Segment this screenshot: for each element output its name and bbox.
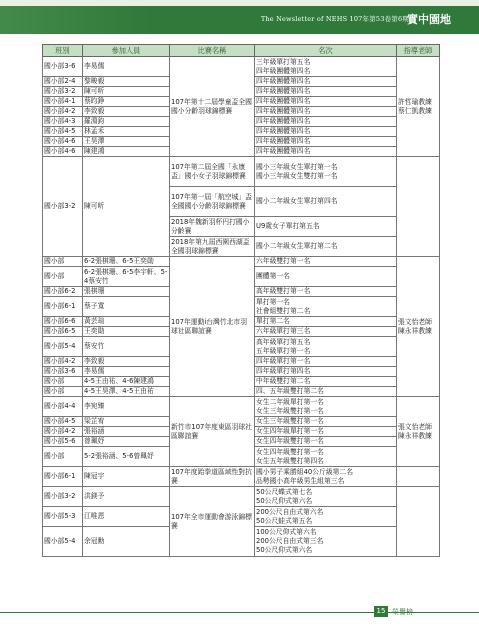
class-cell: 國小部3-6 bbox=[43, 367, 83, 377]
rank-cell: 高年級單打第五名 五年級單打第一名 bbox=[255, 337, 397, 357]
competition-cell: 107年運動i台灣竹北市羽球社區聯誼賽 bbox=[170, 257, 255, 397]
people-cell: 4-5王由祐、4-6陳建鴻 bbox=[83, 377, 170, 387]
rank-cell: 四年級團體第四名 bbox=[255, 77, 397, 87]
rank-cell: 50公尺蝶式第七名 50公尺仰式第六名 bbox=[255, 487, 397, 507]
rank-cell: 四年級團體第四名 bbox=[255, 147, 397, 157]
rank-cell: 女生四年級雙打第一名 女生五年級雙打第四名 bbox=[255, 447, 397, 467]
rank-cell: 女生三年級雙打第一名 bbox=[255, 417, 397, 427]
class-cell: 國小部3-2 bbox=[43, 487, 83, 507]
class-cell: 國小部5-4 bbox=[43, 527, 83, 557]
rank-cell: 四年級團體第四名 bbox=[255, 107, 397, 117]
rank-cell: 六年級單打第三名 bbox=[255, 327, 397, 337]
people-cell: 李宛臻 bbox=[83, 397, 170, 417]
rank-cell: 四年級團體第四名 bbox=[255, 97, 397, 107]
people-cell: 李致毅 bbox=[83, 107, 170, 117]
people-cell: 洪鎂予 bbox=[83, 487, 170, 507]
rank-cell: 四年級團體第四名 bbox=[255, 127, 397, 137]
class-cell: 國小部6-1 bbox=[43, 297, 83, 317]
header-class: 班別 bbox=[43, 45, 83, 57]
rank-cell: 100公尺仰式第六名 200公尺自由式第三名 50公尺仰式第六名 bbox=[255, 527, 397, 557]
people-cell: 李致毅 bbox=[83, 357, 170, 367]
table-row bbox=[43, 397, 440, 417]
competition-cell: 新竹市107年度東區羽球社區聯誼賽 bbox=[170, 397, 255, 467]
header-rank: 名次 bbox=[255, 45, 397, 57]
newsletter-title bbox=[255, 14, 409, 23]
people-cell: 張棋珊 bbox=[83, 287, 170, 297]
people-cell: 5-2張裕涵、5-6曾珮妤 bbox=[83, 447, 170, 467]
class-cell: 國小部6-2 bbox=[43, 287, 83, 297]
class-cell: 國小部4-1 bbox=[43, 97, 83, 107]
class-cell: 國小部 bbox=[43, 377, 83, 387]
class-cell: 國小部6-5 bbox=[43, 327, 83, 337]
header-decoration bbox=[0, 6, 150, 34]
rank-cell: 三年級單打第五名 四年級團體第四名 bbox=[255, 57, 397, 77]
rank-cell: 單打第二名 bbox=[255, 317, 397, 327]
rank-cell: 四年級團體第四名 bbox=[255, 87, 397, 97]
class-cell: 國小部 bbox=[43, 447, 83, 467]
class-cell: 國小部3-2 bbox=[43, 157, 83, 257]
rank-cell: 國小男子乘勝組40公斤級第二名 品勢國小高年級男生組第三名 bbox=[255, 467, 397, 487]
coach-cell: 張文怡老師 陳永祥教練 bbox=[397, 257, 440, 397]
competition-cell: 107年第十二屆學童盃全國國小分齡羽球錦標賽 bbox=[170, 57, 255, 157]
rank-cell: 四年級單打第四名 bbox=[255, 367, 397, 377]
rank-cell: 女生四年級單打第一名 bbox=[255, 427, 397, 437]
people-cell: 王奕勛 bbox=[83, 327, 170, 337]
header-coach: 指導老師 bbox=[397, 45, 440, 57]
class-cell: 國小部5-6 bbox=[43, 437, 83, 447]
table-row bbox=[43, 487, 440, 507]
coach-cell bbox=[397, 157, 440, 257]
newsletter-issue: The Newsletter of NEHS 107年第53卷第6期 bbox=[260, 15, 409, 23]
rank-cell: 單打第一名 社會組雙打第二名 bbox=[255, 297, 397, 317]
class-cell: 國小部5-3 bbox=[43, 507, 83, 527]
awards-table bbox=[42, 44, 440, 557]
rank-cell: 國小三年級女生單打第一名 國小三年級女生雙打第一名 bbox=[255, 157, 397, 187]
people-cell: 羅淵鈞 bbox=[83, 117, 170, 127]
people-cell: 梁芷宥 bbox=[83, 417, 170, 427]
table-row bbox=[43, 57, 440, 77]
people-cell: 黎畯毅 bbox=[83, 77, 170, 87]
people-cell: 曾珮妤 bbox=[83, 437, 170, 447]
class-cell: 國小部 bbox=[43, 257, 83, 267]
table-row bbox=[43, 257, 440, 267]
rank-cell: U9歲女子單打第五名 bbox=[255, 217, 397, 237]
rank-cell: 四年級團體第四名 bbox=[255, 137, 397, 147]
class-cell: 國小部2-4 bbox=[43, 77, 83, 87]
people-cell: 陳可昕 bbox=[83, 157, 170, 257]
people-cell: 4-5王昊澤、4-5王由祐 bbox=[83, 387, 170, 397]
people-cell: 余冠勳 bbox=[83, 527, 170, 557]
class-cell: 國小部4-4 bbox=[43, 397, 83, 417]
class-cell: 國小部4-6 bbox=[43, 137, 83, 147]
section-label: 榮譽榜 bbox=[392, 608, 413, 616]
rank-cell: 女生四年級雙打第一名 bbox=[255, 437, 397, 447]
page-number: 15 bbox=[374, 606, 388, 617]
class-cell: 國小部 bbox=[43, 267, 83, 287]
class-cell: 國小部4-2 bbox=[43, 357, 83, 367]
competition-cell: 2018年第九屆西園西湖盃全國羽球錦標賽 bbox=[170, 237, 255, 257]
class-cell: 國小部4-5 bbox=[43, 417, 83, 427]
people-cell: 王昊澤 bbox=[83, 137, 170, 147]
people-cell: 蔡安竹 bbox=[83, 337, 170, 357]
class-cell: 國小部4-2 bbox=[43, 427, 83, 437]
table-row bbox=[43, 157, 440, 187]
competition-cell: 2018年魏新羽杯円打國小分齡賽 bbox=[170, 217, 255, 237]
rank-cell: 中年級雙打第二名 bbox=[255, 377, 397, 387]
people-cell: 陳冠宇 bbox=[83, 467, 170, 487]
coach-cell bbox=[397, 467, 440, 487]
table-header-row bbox=[43, 45, 440, 57]
rank-cell: 高年級雙打第一名 bbox=[255, 287, 397, 297]
coach-cell: 張文怡老師 陳永祥教練 bbox=[397, 397, 440, 467]
rank-cell: 國小二年級女生單打第四名 bbox=[255, 187, 397, 217]
competition-cell: 107年全市運動會游泳錦標賽 bbox=[170, 487, 255, 557]
section-title: 實中園地 bbox=[407, 13, 451, 26]
people-cell: 江唯恩 bbox=[83, 507, 170, 527]
people-cell: 張裕涵 bbox=[83, 427, 170, 437]
people-cell: 蔡子寬 bbox=[83, 297, 170, 317]
rank-cell: 六年級雙打第一名 bbox=[255, 257, 397, 267]
rank-cell: 200公尺自由式第六名 50公尺蛙式第五名 bbox=[255, 507, 397, 527]
people-cell: 6-2張棋珊、6-5李宇軒、5-4蔡安竹 bbox=[83, 267, 170, 287]
class-cell: 國小部5-4 bbox=[43, 337, 83, 357]
rank-cell: 團體第一名 bbox=[255, 267, 397, 287]
people-cell: 蔡昀錚 bbox=[83, 97, 170, 107]
people-cell: 陳建鴻 bbox=[83, 147, 170, 157]
coach-cell bbox=[397, 487, 440, 557]
people-cell: 陳可昕 bbox=[83, 87, 170, 97]
class-cell: 國小部6-1 bbox=[43, 467, 83, 487]
competition-cell: 107年度跆拳道區域性對抗賽 bbox=[170, 467, 255, 487]
people-cell: 黃芸瑄 bbox=[83, 317, 170, 327]
rank-cell: 四、五年級雙打第二名 bbox=[255, 387, 397, 397]
class-cell: 國小部 bbox=[43, 387, 83, 397]
class-cell: 國小部6-6 bbox=[43, 317, 83, 327]
people-cell: 李易儒 bbox=[83, 367, 170, 377]
rank-cell: 女生二年級單打第一名 女生三年級雙打第一名 bbox=[255, 397, 397, 417]
people-cell: 李易儒 bbox=[83, 57, 170, 77]
class-cell: 國小部3-2 bbox=[43, 87, 83, 97]
class-cell: 國小部4-5 bbox=[43, 127, 83, 137]
class-cell: 國小部3-6 bbox=[43, 57, 83, 77]
rank-cell: 四年級團體第四名 bbox=[255, 117, 397, 127]
coach-cell: 許哲瑜教練 蔡仁凱教練 bbox=[397, 57, 440, 157]
class-cell: 國小部4-3 bbox=[43, 117, 83, 127]
people-cell: 6-2張棋珊、6-5王奕勛 bbox=[83, 257, 170, 267]
people-cell: 林孟禾 bbox=[83, 127, 170, 137]
rank-cell: 國小二年級女生單打第二名 bbox=[255, 237, 397, 257]
rank-cell: 四年級單打第一名 bbox=[255, 357, 397, 367]
competition-cell: 107年第二屆全國「永康盃」國小女子羽球錦標賽 bbox=[170, 157, 255, 187]
competition-cell: 107年第一屆「航空城」盃全國國小分齡羽球錦標賽 bbox=[170, 187, 255, 217]
header-band bbox=[0, 0, 479, 34]
header-competition: 比賽名稱 bbox=[170, 45, 255, 57]
class-cell: 國小部4-2 bbox=[43, 107, 83, 117]
header-participants: 參加人員 bbox=[83, 45, 170, 57]
table-row bbox=[43, 467, 440, 487]
class-cell: 國小部4-6 bbox=[43, 147, 83, 157]
